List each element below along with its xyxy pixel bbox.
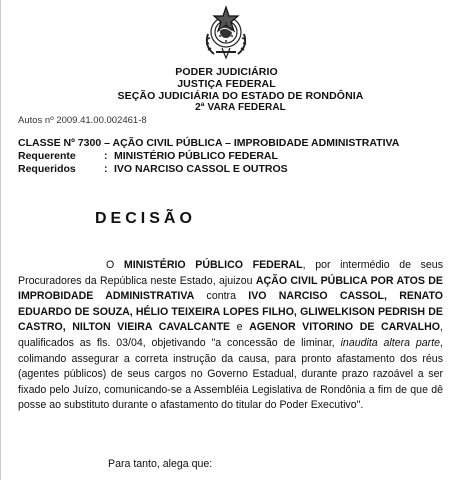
header-line-3: SEÇÃO JUDICIÁRIA DO ESTADO DE RONDÔNIA	[117, 90, 364, 102]
closing-line: Para tanto, alega que:	[108, 458, 213, 470]
requerente-separator: :	[104, 150, 108, 162]
requerente-label: Requerente	[18, 150, 76, 162]
requeridos-separator: :	[104, 163, 108, 175]
coat-of-arms-emblem	[198, 4, 254, 60]
para-text-2: , por intermédio de seus Procuradores da República neste Estado, ajuizou	[18, 259, 443, 287]
requeridos-label: Requeridos	[18, 163, 76, 175]
para-text-5: , qualificados as fls. 03/04, objetivando "a concessão de liminar,	[18, 321, 443, 349]
para-bold-mpf: MINISTÉRIO PÚBLICO FEDERAL	[123, 259, 303, 271]
para-text-3: contra	[194, 290, 249, 303]
para-bold-acao: AÇÃO CIVIL PÚBLICA POR ATOS DE IMPROBIDADE ADMINISTRATIVA	[18, 274, 444, 303]
para-bold-agenor: AGENOR VITORINO DE CARVALHO	[249, 321, 441, 334]
case-class: CLASSE Nº 7300 – AÇÃO CIVIL PÚBLICA – IMPROBIDADE ADMINISTRATIVA	[18, 137, 400, 149]
para-text-6: , colimando assegurar a correta instrução da causa, para pronto afastamento dos réus (agentes públicos) de seus cargos no Governo Estadual, durante prazo razoável a ser fixado pelo Juízo, comunicando-se a Assembléia Legislativa de Rondônia a fim de que dê posse ao substituto durante o afastamento do titular do Poder Executivo".	[18, 336, 443, 412]
requerente-value: MINISTÉRIO PÚBLICO FEDERAL	[114, 150, 278, 162]
header-line-4: 2ª VARA FEDERAL	[195, 102, 286, 113]
para-bold-defendants: IVO NARCISO CASSOL, RENATO EDUARDO DE SOUZA, HÉLIO TEIXEIRA LOPES FILHO, GLIWELKISON PEDRISH DE CASTRO, NILTON VIEIRA CAVALCANTE	[18, 290, 443, 334]
para-text-4: e	[230, 321, 250, 334]
requeridos-value: IVO NARCISO CASSOL E OUTROS	[114, 163, 288, 175]
para-text-1: O	[106, 259, 124, 271]
para-italic-latin: inaudita altera parte	[340, 336, 441, 349]
requeridos-row	[18, 163, 288, 175]
requerente-row	[18, 150, 278, 162]
body-paragraph	[18, 258, 443, 414]
header-line-2: JUSTIÇA FEDERAL	[177, 78, 276, 90]
header-line-1: PODER JUDICIÁRIO	[175, 66, 278, 78]
case-number: Autos nº 2009.41.00.002461-8	[18, 115, 147, 126]
document-title: DECISÃO	[95, 210, 196, 227]
